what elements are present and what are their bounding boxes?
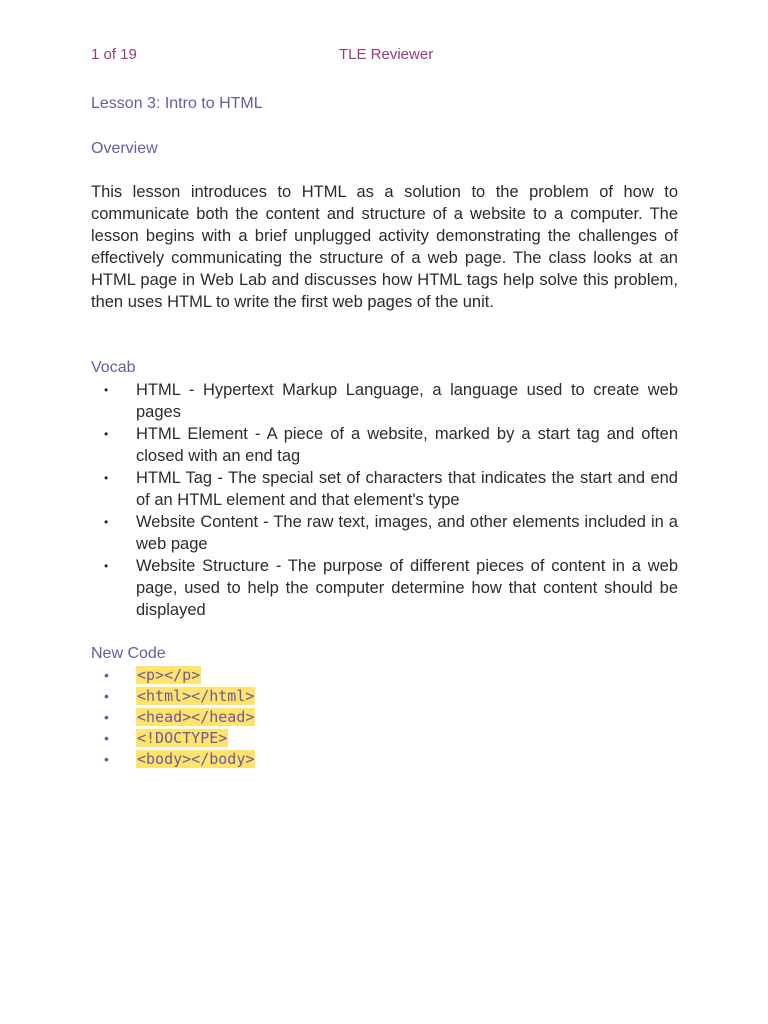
code-snippet: <!DOCTYPE> — [137, 729, 228, 747]
lesson-title: Lesson 3: Intro to HTML — [91, 95, 263, 112]
vocab-list — [91, 379, 678, 621]
vocab-item-text: Website Content - The raw text, images, and other elements included in a web page — [136, 513, 678, 553]
bullet-icon: • — [104, 709, 109, 725]
bullet-icon: • — [104, 471, 109, 485]
vocab-item — [91, 423, 678, 467]
vocab-item-text: HTML Element - A piece of a website, marked by a start tag and often closed with an end tag — [136, 425, 678, 465]
bullet-icon: • — [104, 667, 109, 683]
vocab-item-text: Website Structure - The purpose of different pieces of content in a web page, used to help the computer determine how that content should be displayed — [136, 557, 678, 619]
vocab-heading: Vocab — [91, 359, 136, 376]
bullet-icon: • — [104, 730, 109, 746]
vocab-item-text: HTML Tag - The special set of characters that indicates the start and end of an HTML element and that element's type — [136, 469, 678, 509]
page-indicator: 1 of 19 — [91, 46, 137, 63]
overview-heading: Overview — [91, 140, 158, 157]
code-item — [91, 707, 255, 728]
vocab-item — [91, 379, 678, 423]
vocab-item — [91, 511, 678, 555]
vocab-item-text: HTML - Hypertext Markup Language, a language used to create web pages — [136, 381, 678, 421]
bullet-icon: • — [104, 427, 109, 441]
bullet-icon: • — [104, 559, 109, 573]
new-code-list — [91, 665, 255, 770]
bullet-icon: • — [104, 515, 109, 529]
bullet-icon: • — [104, 383, 109, 397]
vocab-item — [91, 467, 678, 511]
code-snippet: <body></body> — [137, 750, 255, 768]
code-snippet: <head></head> — [137, 708, 255, 726]
code-item — [91, 686, 255, 707]
bullet-icon: • — [104, 751, 109, 767]
code-snippet: <p></p> — [137, 666, 201, 684]
code-item — [91, 728, 255, 749]
vocab-item — [91, 555, 678, 621]
document-title: TLE Reviewer — [339, 46, 434, 63]
code-item — [91, 665, 255, 686]
new-code-heading: New Code — [91, 645, 166, 662]
overview-paragraph: This lesson introduces to HTML as a solution to the problem of how to communicate both the content and structure of a website to a computer. The lesson begins with a brief unplugged activity demonstrating the challenges of effectively communicating the structure of a web page. The class looks at an HTML page in Web Lab and discusses how HTML tags help solve this problem, then uses HTML to write the first web pages of the unit. — [91, 183, 678, 311]
code-item — [91, 749, 255, 770]
bullet-icon: • — [104, 688, 109, 704]
code-snippet: <html></html> — [137, 687, 255, 705]
